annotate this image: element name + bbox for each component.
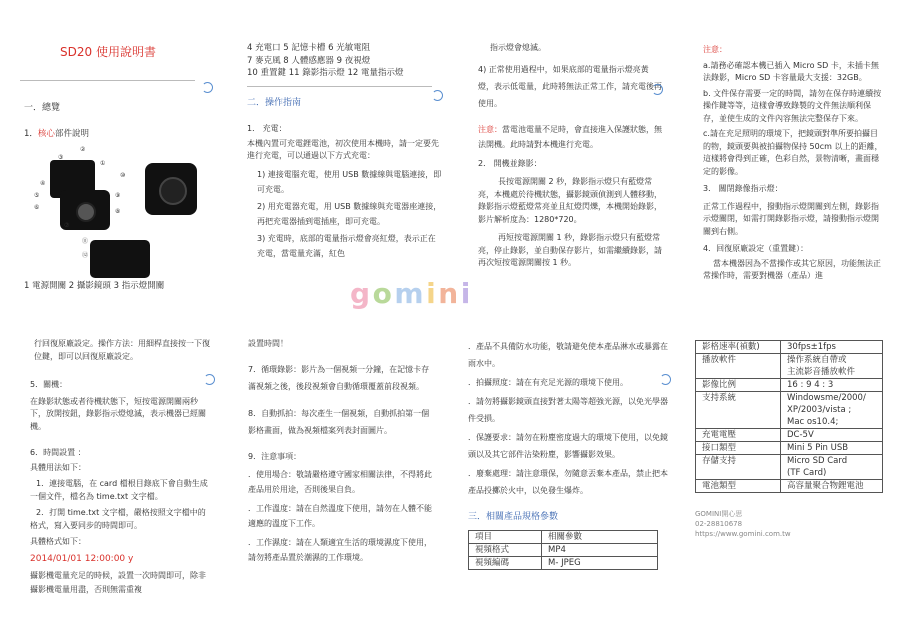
warning-lighting: ．拍攝照度：請在有充足光源的環境下使用。 <box>468 378 628 387</box>
watermark-letter: g <box>350 277 371 310</box>
charge-step-2: 2) 用充電器充電，用 USB 數據線與充電器座連接，再把充電器插到電插座，即可充電。 <box>257 201 442 226</box>
callout-7: ⑦ <box>64 222 70 229</box>
table-row <box>696 392 883 429</box>
charge-title: 1． 充電： <box>247 124 287 133</box>
reset-title: 4．回復原廠設定（重置鍵）： <box>703 244 809 253</box>
column-time-setting <box>30 338 212 597</box>
watermark-letter: i <box>426 277 436 310</box>
table-cell: 播放軟件 <box>696 354 781 379</box>
table-cell: 電池類型 <box>696 480 781 493</box>
precaution-temperature: ．工作溫度：請在自然溫度下使用，請勿在人體不能適應的溫度下工作。 <box>248 504 432 528</box>
callout-3: ③ <box>58 154 64 161</box>
auto-snapshot: 8．自動抓拍：每次產生一個視頻，自動抓拍第一個影格畫面，做為視頻檔案列表封面圖片。 <box>248 408 430 435</box>
section-overview-heading: 一．總覽 <box>24 103 61 113</box>
table-cell: Mini 5 Pin USB <box>781 442 883 455</box>
watermark-logo <box>350 277 471 310</box>
parts-heading: 1．核心部件說明 <box>24 129 89 139</box>
notes-heading: 注意： <box>703 45 727 54</box>
reset-body: 當本機器因為不當操作或其它原因，功能無法正常操作時，需要對機器（產品）進 <box>703 258 881 280</box>
table-row <box>696 442 883 455</box>
column-overview <box>20 10 220 300</box>
table-cell: 操作系統自帶或 主流影音播放軟件 <box>781 354 883 379</box>
note-a: a.請務必確認本機已插入 Micro SD 卡，未插卡無法錄影，Micro SD 卡容量最大支援：32GB。 <box>703 60 879 82</box>
time-format-label: 具體格式如下： <box>30 537 86 546</box>
table-cell: 視頻格式 <box>469 543 542 556</box>
record-title: 2． 開機並錄影： <box>478 158 542 168</box>
table-cell: 存儲支持 <box>696 455 781 480</box>
reset-body-cont: 行回復原廠設定。操作方法：用細桿直接按一下復位鍵，即可以回復原廠設定。 <box>34 339 210 361</box>
record-body-2: 再短按電源開關 1 秒，錄影指示燈只有藍燈常亮，停止錄影，並自動保存影片，如需繼續錄影，請再次短按電源開關按 1 秒。 <box>478 233 662 267</box>
company-name: GOMINI開心思 <box>695 510 743 518</box>
callout-12: ⑫ <box>82 252 89 259</box>
note-c: c.請在充足照明的環境下，把鏡頭對準所要拍攝目的物，鏡頭要與被拍攝物保持 50cm 以上的距離，這樣將會得到正確，色彩自然，景物清晰，畫面穩定的影像。 <box>703 129 883 176</box>
parts-line-3: 10 重置鍵 11 錄影指示燈 12 電量指示燈 <box>247 68 404 78</box>
time-setting-cont: 設置時間！ <box>248 339 288 348</box>
callout-2: ② <box>80 146 86 153</box>
camera-bottom-view <box>90 240 150 278</box>
circle-mark-icon <box>204 374 215 385</box>
charge-step-1: 1) 連接電腦充電，使用 USB 數據線與電腦連接，即可充電。 <box>257 169 442 194</box>
table-cell: DC-5V <box>781 429 883 442</box>
circle-mark-icon <box>432 90 443 101</box>
time-setting-sub: 具體用法如下： <box>30 462 86 472</box>
table-row <box>469 543 658 556</box>
divider <box>20 80 195 81</box>
indicator-off-title: 3． 關閉錄像指示燈： <box>703 184 783 193</box>
callout-1: ① <box>100 160 106 167</box>
parts-line-1: 4 充電口 5 記憶卡槽 6 光敏電阻 <box>247 43 371 53</box>
precaution-humidity: ．工作濕度：請在人類適宜生活的環境濕度下使用，請勿將產品置於潮濕的工作環境。 <box>248 538 432 562</box>
column-recording <box>478 42 663 270</box>
watermark-letter: o <box>372 277 392 310</box>
charge-step-3-cont: 指示燈會熄滅。 <box>490 43 546 52</box>
table-row <box>696 480 883 493</box>
table-cell: 項目 <box>469 530 542 543</box>
specs-table-1 <box>468 530 658 570</box>
section-operation-heading: 二．操作指南 <box>247 97 302 108</box>
watermark-letter: i <box>460 277 471 310</box>
table-cell: M- JPEG <box>542 556 658 569</box>
charge-body: 本機內置可充電鋰電池，初次使用本機時，請一定要先進行充電，可以通過以下方式充電： <box>247 138 439 160</box>
circle-mark-icon <box>660 374 671 385</box>
callout-10: ⑩ <box>120 172 126 179</box>
company-url: https://www.gomini.com.tw <box>695 530 791 538</box>
warning-disposal: ．廢棄處理：請注意環保，勿隨意丟棄本產品，禁止把本產品投擲於火中，以免發生爆炸。 <box>468 469 668 495</box>
table-cell: Windowsme/2000/ XP/2003/vista ; Mac os10.4; <box>781 392 883 429</box>
battery-note: 注意：當電池電量不足時，會直接進入保護狀態，無法開機。此時請對本機進行充電。 <box>478 124 662 149</box>
table-cell: 充電電壓 <box>696 429 781 442</box>
camera-illustration <box>20 140 220 280</box>
callout-6: ⑥ <box>34 204 40 211</box>
indicator-off-body: 正常工作過程中，撥動指示燈開關到左側，錄影指示燈關閉，如需打開錄影指示燈，請撥動指示燈開關到右側。 <box>703 201 879 236</box>
column-notes <box>703 44 885 283</box>
time-step-1: 1．連接電腦，在 card 檔根目錄底下會自動生成一個文件，檔名為 time.txt 文字檔。 <box>30 479 208 501</box>
callout-4: ④ <box>40 180 46 187</box>
table-row <box>469 556 658 569</box>
table-row <box>696 341 883 354</box>
charge-step-3: 3) 充電時，底部的電量指示燈會亮紅燈，表示正在充電，當電量充滿，紅色 <box>257 233 436 258</box>
time-setting-title: 6．時間設置 ： <box>30 448 86 457</box>
company-phone: 02-28810678 <box>695 520 743 528</box>
loop-recording: 7．循環錄影：影片為一個視頻一分鐘，在記憶卡存滿視頻之後，後段視頻會自動循環覆蓋前段視頻。 <box>248 364 430 391</box>
table-cell: 視頻編碼 <box>469 556 542 569</box>
table-cell: 支持系統 <box>696 392 781 429</box>
table-row <box>469 530 658 543</box>
watermark-letter: n <box>438 277 459 310</box>
power-off-body: 在錄影狀態或者待機狀態下，短按電源開關兩秒下，放開按鈕，錄影指示燈熄滅，表示機器已經關機。 <box>30 396 206 431</box>
table-cell: 16 : 9 4 : 3 <box>781 379 883 392</box>
time-step-2: 2．打開 time.txt 文字檔，嚴格按照文字檔中的格式，寫入要同步的時間即可。 <box>30 508 206 530</box>
table-cell: Micro SD Card (TF Card) <box>781 455 883 480</box>
time-format-example: 2014/01/01 12:00:00 y <box>30 553 134 564</box>
warning-sunlight: ．請勿將攝影鏡頭直接對著太陽等超強光源，以免光學器件受損。 <box>468 397 668 423</box>
doc-title: SD20 使用說明書 <box>60 45 156 59</box>
table-cell: 相關參數 <box>542 530 658 543</box>
table-cell: 高容量聚合物鋰電池 <box>781 480 883 493</box>
column-specs-1 <box>468 338 668 570</box>
column-loop-recording <box>248 338 436 565</box>
table-cell: 30fps±1fps <box>781 341 883 354</box>
note-b: b. 文件保存需要一定的時間，請勿在保存時連續按操作鍵等等，這樣會導致錄製的文件無法順利保存，並使生成的文件內容無法完整保存下來。 <box>703 88 882 123</box>
table-cell: 影像比例 <box>696 379 781 392</box>
warning-waterproof: ．產品不具備防水功能，敬請避免使本產品淋水或暴露在雨水中。 <box>468 342 668 368</box>
power-off-title: 5．關機： <box>30 380 68 389</box>
table-row <box>696 455 883 480</box>
callout-9: ⑨ <box>115 192 121 199</box>
precaution-usage: ．使用場合：敬請嚴格遵守國家相關法律，不得將此產品用於用途，否則後果自負。 <box>248 470 432 494</box>
callout-5: ⑤ <box>34 192 40 199</box>
camera-side-view <box>145 163 197 215</box>
divider <box>247 86 432 87</box>
record-body: 長按電源開關 2 秒，錄影指示燈只有藍燈常亮，本機處於待機狀態，攝影鏡頭偵測到人體移動，錄影指示燈藍燈常亮並且紅燈閃爍，本機開始錄影，影片解析度為：1280*720。 <box>478 177 662 224</box>
warning-dust: ．保護要求：請勿在粉塵密度過大的環境下使用，以免鏡頭以及其它部件沾染粉塵，影響攝影效果。 <box>468 433 668 459</box>
parts-line-2: 7 麥克風 8 人體感應器 9 夜視燈 <box>247 55 371 66</box>
watermark-letter: m <box>394 277 424 310</box>
column-charging <box>247 42 442 261</box>
circle-mark-icon <box>202 82 213 93</box>
time-setting-tail: 攝影機電量充足的時候，設置一次時間即可，除非攝影機電量用盡，否則無需重複 <box>30 571 206 594</box>
table-cell: 影格速率(禎數) <box>696 341 781 354</box>
precautions-title: 9．注意事項： <box>248 451 302 461</box>
table-cell: 接口類型 <box>696 442 781 455</box>
charge-step-4: 4) 正常使用過程中，如果底部的電量指示燈亮黃燈，表示低電量，此時將無法正常工作，請充電後再使用。 <box>478 64 662 108</box>
table-row <box>696 429 883 442</box>
table-row <box>696 354 883 379</box>
specs-table-2 <box>695 340 883 493</box>
column-specs-2 <box>695 340 885 539</box>
callout-8: ⑧ <box>115 208 121 215</box>
table-row <box>696 379 883 392</box>
parts-caption: 1 電源開關 2 攝影鏡頭 3 指示燈開關 <box>24 281 165 291</box>
circle-mark-icon <box>652 84 663 95</box>
table-cell: MP4 <box>542 543 658 556</box>
specs-heading: 三．相關產品規格參數 <box>468 512 559 522</box>
callout-11: ⑪ <box>82 238 89 245</box>
